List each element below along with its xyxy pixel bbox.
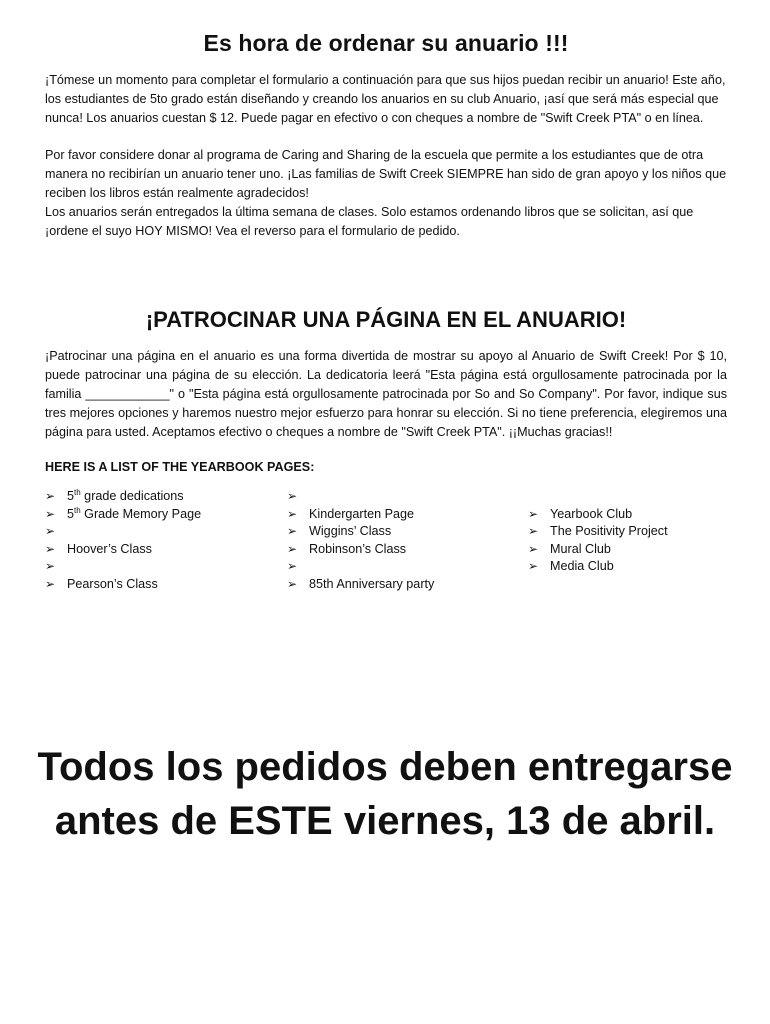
pages-list-column-1 bbox=[45, 488, 201, 593]
list-item bbox=[528, 541, 668, 559]
list-item-label: Robinson’s Class bbox=[309, 541, 407, 556]
list-item bbox=[45, 558, 201, 576]
list-item-label: Grade Memory Page bbox=[80, 506, 202, 521]
arrow-bullet-icon: ➢ bbox=[45, 541, 56, 556]
pages-list bbox=[45, 488, 727, 598]
list-item-label: Mural Club bbox=[550, 541, 611, 556]
list-item-label: Yearbook Club bbox=[550, 506, 633, 521]
list-item bbox=[45, 541, 201, 559]
list-item bbox=[287, 558, 434, 576]
list-item bbox=[287, 506, 434, 524]
intro-paragraph-1: ¡Tómese un momento para completar el formulario a continuación para que sus hijos puedan recibir un anuario! Este año, los estudiantes de 5to grado están diseñando y creando los anuarios en su club Anuario, ¡así que será más especial que nunca! Los anuarios cuestan $ 12. Puede pagar en efectivo o con cheques a nombre de "Swift Creek PTA" o en línea. bbox=[45, 73, 726, 125]
list-item bbox=[287, 541, 434, 559]
arrow-bullet-icon: ➢ bbox=[287, 524, 298, 538]
list-item bbox=[287, 488, 434, 506]
arrow-bullet-icon: ➢ bbox=[528, 541, 539, 556]
list-item bbox=[45, 488, 201, 506]
list-item bbox=[528, 506, 668, 524]
list-item-label: 85th Anniversary party bbox=[309, 576, 435, 591]
list-item-label: grade dedications bbox=[80, 489, 184, 503]
list-item bbox=[287, 576, 434, 594]
list-item-label: Media Club bbox=[550, 559, 614, 573]
deadline-line-1: Todos los pedidos deben entregarse bbox=[37, 745, 733, 789]
arrow-bullet-icon: ➢ bbox=[45, 559, 56, 573]
arrow-bullet-icon: ➢ bbox=[287, 559, 298, 573]
arrow-bullet-icon: ➢ bbox=[528, 559, 539, 573]
arrow-bullet-icon: ➢ bbox=[287, 489, 298, 503]
arrow-bullet-icon: ➢ bbox=[45, 576, 56, 591]
intro-paragraph-3: Los anuarios serán entregados la última semana de clases. Solo estamos ordenando libros que se solicitan, así que ¡ordene el suyo HOY MISMO! Vea el reverso para el formulario de pedido. bbox=[45, 205, 694, 238]
deadline-line-2: antes de ESTE viernes, 13 de abril. bbox=[54, 799, 716, 843]
list-item bbox=[45, 523, 201, 541]
list-item-label: Kindergarten Page bbox=[309, 506, 415, 521]
arrow-bullet-icon: ➢ bbox=[287, 506, 298, 521]
list-item bbox=[287, 523, 434, 541]
list-item-number: 5 bbox=[67, 506, 75, 521]
pages-list-column-2 bbox=[287, 488, 434, 593]
intro-paragraph-2: Por favor considere donar al programa de Caring and Sharing de la escuela que permite a los estudiantes que de otra manera no recibirían un anuario tener uno. ¡Las familias de Swift Creek SIEMPRE han sido de gran apoyo y los niños que reciben los libros están realmente agradecidos! bbox=[45, 148, 727, 200]
list-item bbox=[528, 523, 668, 541]
list-item-label: The Positivity Project bbox=[550, 524, 668, 538]
arrow-bullet-icon: ➢ bbox=[45, 524, 56, 538]
arrow-bullet-icon: ➢ bbox=[287, 576, 298, 591]
pages-list-column-3 bbox=[528, 506, 668, 576]
sponsor-paragraph: ¡Patrocinar una página en el anuario es una forma divertida de mostrar su apoyo al Anuario de Swift Creek! Por $ 10, puede patrocinar una página de su elección. La dedicatoria leerá "Esta página está orgullosamente patrocinada por la familia ____________" o "Esta página está orgullosamente patrocinada por So and So Company". Por favor, indique sus tres mejores opciones y haremos nuestro mejor esfuerzo para honrar su elección. Si no tiene preferencia, elegiremos una página para usted. Aceptamos efectivo o cheques a nombre de "Swift Creek PTA". ¡¡Muchas gracias!! bbox=[45, 349, 727, 439]
list-item bbox=[45, 506, 201, 524]
list-item-label: Wiggins’ Class bbox=[309, 524, 392, 538]
list-item bbox=[45, 576, 201, 594]
arrow-bullet-icon: ➢ bbox=[45, 489, 56, 503]
arrow-bullet-icon: ➢ bbox=[45, 506, 56, 521]
list-item-superscript: th bbox=[74, 505, 81, 515]
arrow-bullet-icon: ➢ bbox=[528, 524, 539, 538]
page-title: Es hora de ordenar su anuario !!! bbox=[203, 30, 569, 56]
sponsor-section-title: ¡PATROCINAR UNA PÁGINA EN EL ANUARIO! bbox=[145, 307, 627, 332]
deadline-notice bbox=[0, 740, 770, 848]
list-item-label: Pearson’s Class bbox=[67, 576, 158, 591]
arrow-bullet-icon: ➢ bbox=[287, 541, 298, 556]
arrow-bullet-icon: ➢ bbox=[528, 506, 539, 521]
list-item-superscript: th bbox=[74, 487, 81, 497]
list-item-label: Hoover’s Class bbox=[67, 541, 152, 556]
flyer-page bbox=[45, 30, 727, 598]
pages-list-heading: HERE IS A LIST OF THE YEARBOOK PAGES: bbox=[45, 460, 315, 474]
list-item bbox=[528, 558, 668, 576]
list-item-number: 5 bbox=[67, 489, 75, 503]
paragraph-spacer bbox=[45, 128, 727, 146]
